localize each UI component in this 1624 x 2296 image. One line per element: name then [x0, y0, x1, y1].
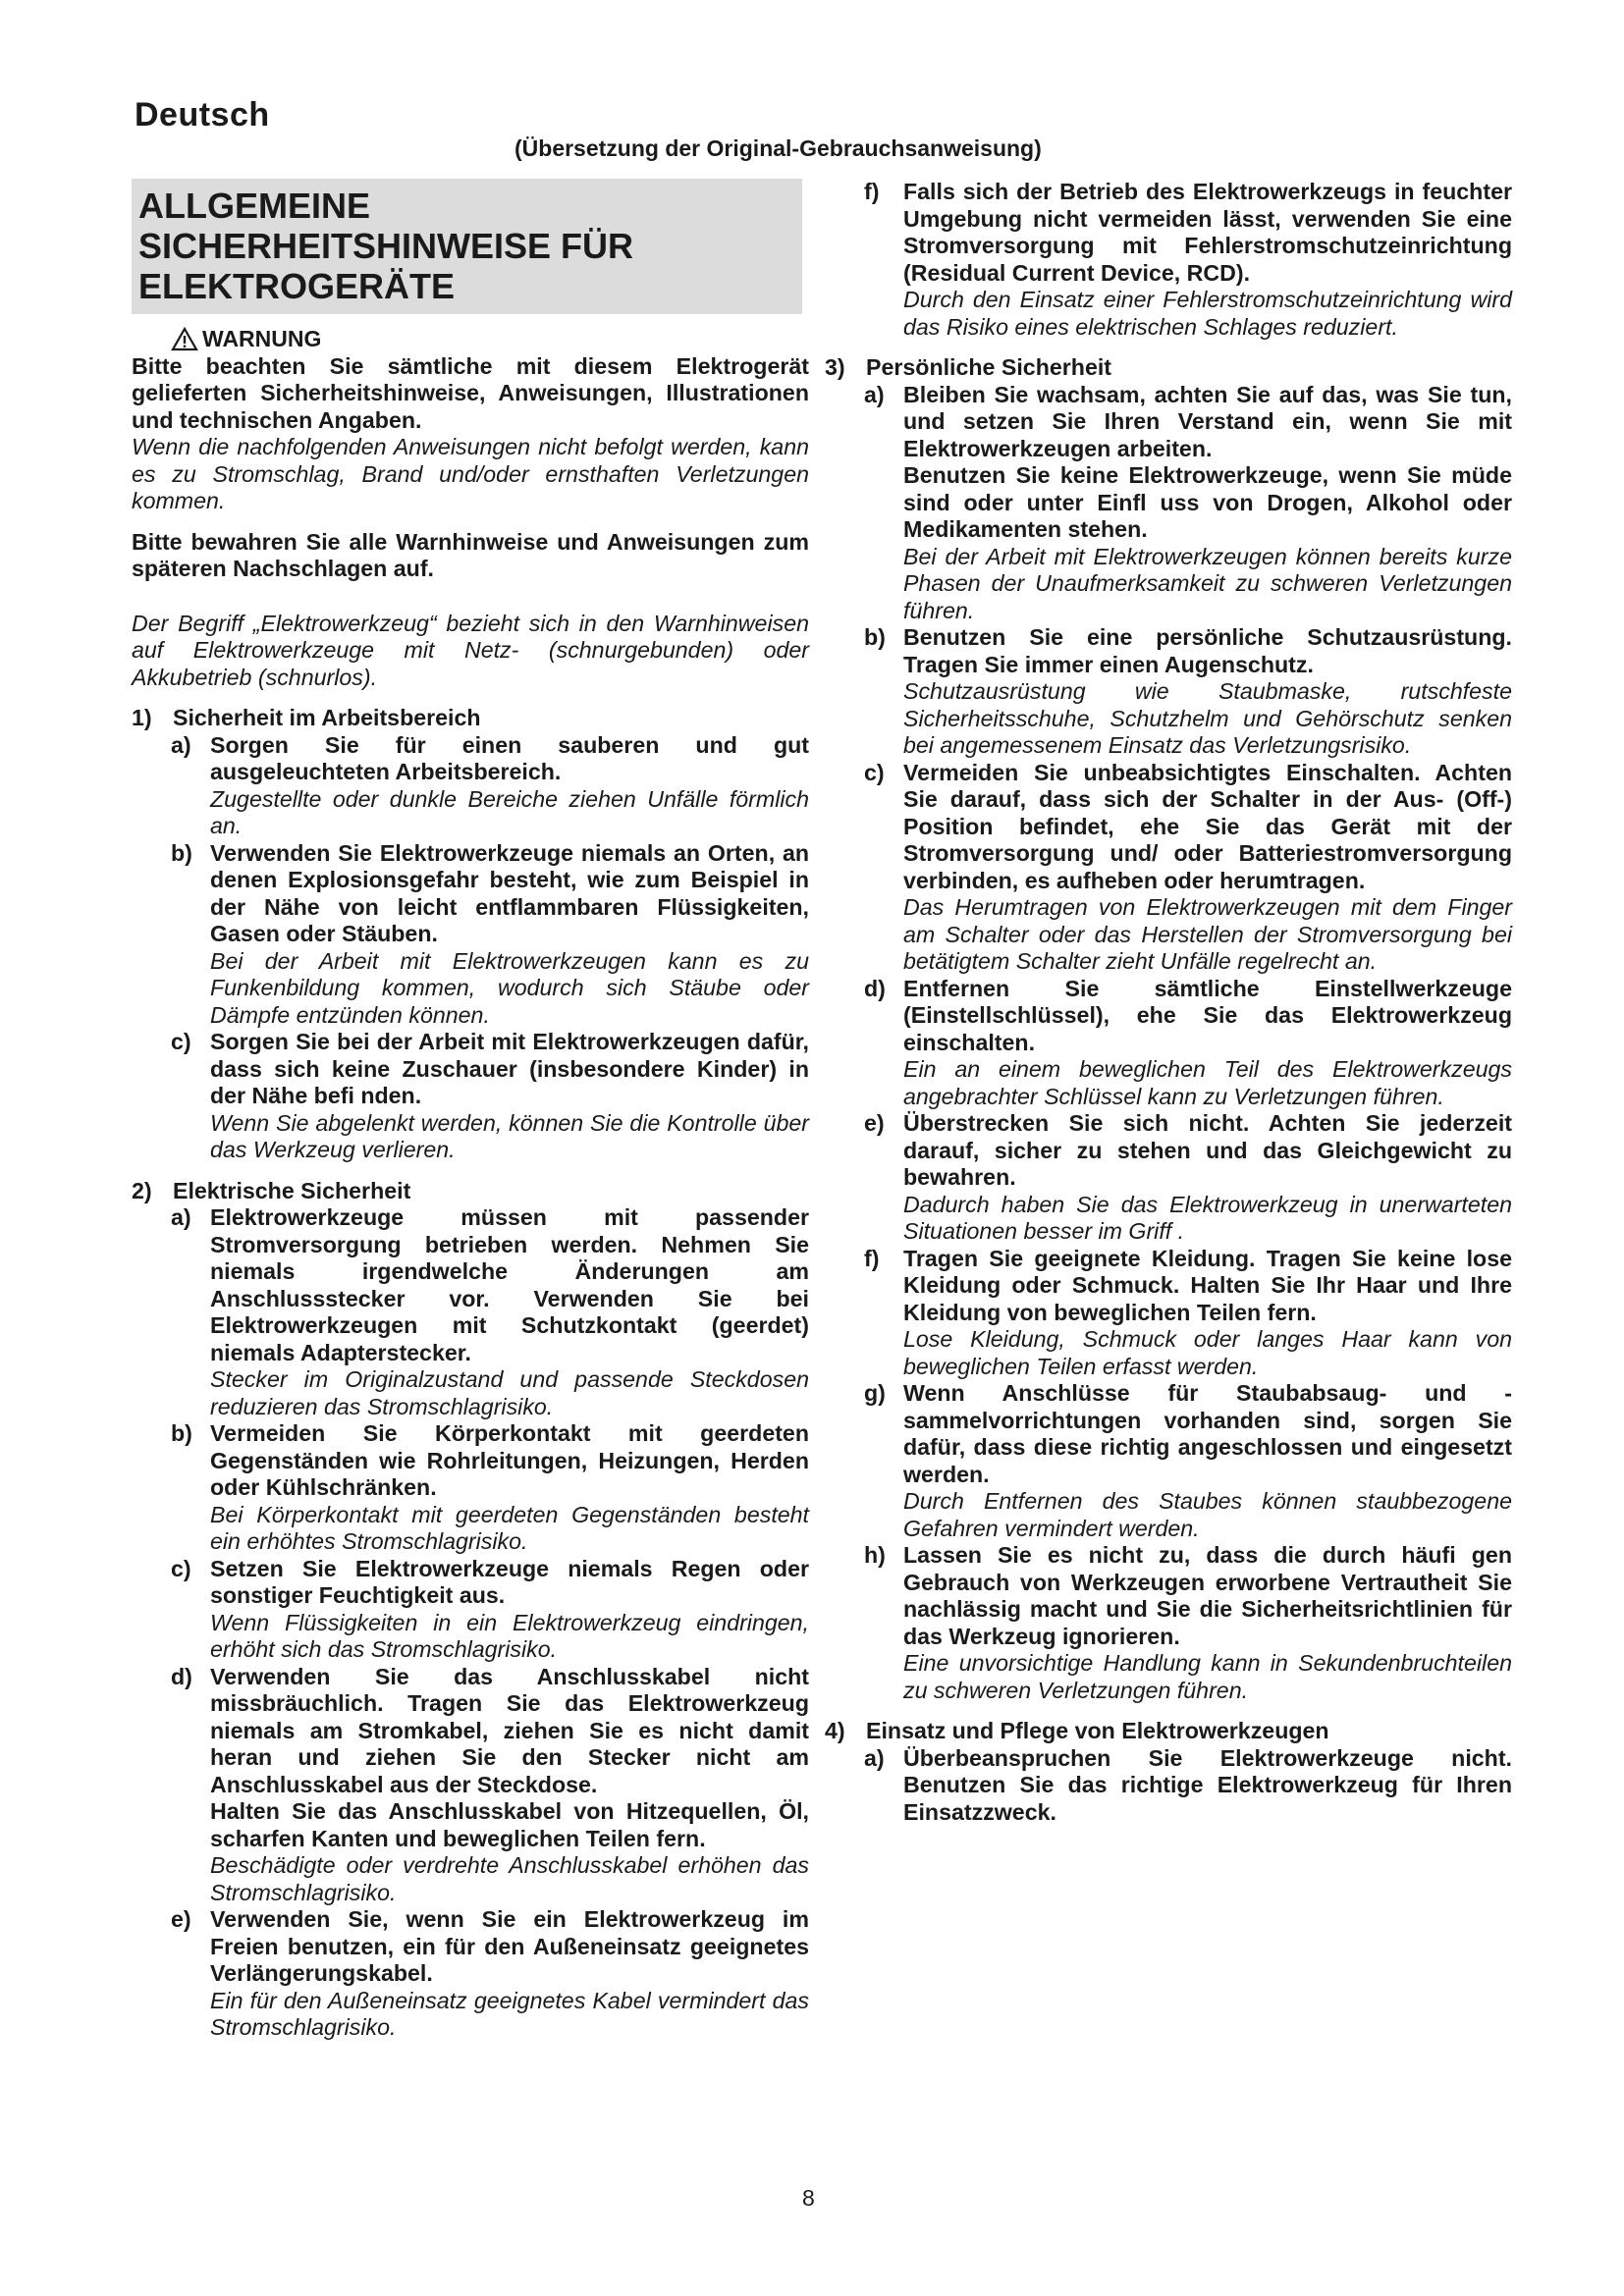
item-explanation: Stecker im Originalzustand und passende Steckdosen reduzieren das Stromschlagrisiko. — [210, 1366, 809, 1419]
item-instruction: Bleiben Sie wachsam, achten Sie auf das, was Sie tun, und setzen Sie Ihren Verstand ein, wenn Sie mit Elektrowerkzeugen arbeiten. — [903, 381, 1512, 461]
section-heading — [132, 1178, 809, 1205]
list-item — [171, 1204, 809, 1420]
item-explanation: Schutzausrüstung wie Staubmaske, rutschfeste Sicherheitsschuhe, Schutzhelm und Gehörschutz senken bei angemessenem Einsatz das Verletzungsrisiko. — [903, 678, 1512, 758]
item-label: b) — [171, 1420, 192, 1446]
page-number: 8 — [802, 2185, 815, 2211]
list-item — [864, 1380, 1512, 1542]
item-label: c) — [171, 1555, 191, 1581]
item-label: f) — [864, 179, 880, 204]
warning-note: Wenn die nachfolgenden Anweisungen nicht befolgt werden, kann es zu Stromschlag, Brand und/oder ernsthaften Verletzungen kommen. — [132, 434, 809, 513]
item-instruction: Tragen Sie geeignete Kleidung. Tragen Sie keine lose Kleidung oder Schmuck. Halten Sie Ihr Haar und Ihre Kleidung von beweglichen Teilen fern. — [903, 1245, 1512, 1325]
list-item — [864, 382, 1512, 625]
list-item — [171, 1556, 809, 1664]
item-instruction: Verwenden Sie das Anschlusskabel nicht missbräuchlich. Tragen Sie das Elektrowerkzeug niemals am Stromkabel, ziehen Sie es nicht damit heran und ziehen Sie den Stecker nicht am Anschlusskabel aus der Steckdose. — [210, 1663, 809, 1797]
item-instruction: Sorgen Sie für einen sauberen und gut ausgeleuchteten Arbeitsbereich. — [210, 731, 809, 784]
item-label: e) — [171, 1906, 191, 1932]
list-item — [864, 976, 1512, 1111]
item-label: a) — [864, 1744, 885, 1771]
item-explanation: Zugestellte oder dunkle Bereiche ziehen Unfälle förmlich an. — [210, 785, 809, 838]
item-label: g) — [864, 1380, 886, 1406]
list-item — [864, 1246, 1512, 1381]
item-instruction: Falls sich der Betrieb des Elektrowerkzeugs in feuchter Umgebung nicht vermeiden lässt, verwenden Sie eine Stromversorgung mit Fehlerstromschutzeinrichtung (Residual Current Device, RCD). — [903, 179, 1512, 286]
item-instruction: Lassen Sie es nicht zu, dass die durch häufi gen Gebrauch von Werkzeugen erworbene Vertrautheit Sie nachlässig macht und Sie die Sicherheitsrichtlinien für das Werkzeug ignorieren. — [903, 1542, 1512, 1649]
item-explanation: Lose Kleidung, Schmuck oder langes Haar kann von beweglichen Teilen erfasst werden. — [903, 1326, 1512, 1379]
section-title: Elektrische Sicherheit — [173, 1177, 411, 1203]
list-item — [171, 1664, 809, 1907]
item-label: c) — [864, 759, 885, 785]
section-title: Sicherheit im Arbeitsbereich — [173, 705, 481, 730]
item-label: b) — [864, 624, 886, 650]
list-item — [171, 732, 809, 840]
list-item — [864, 1542, 1512, 1704]
item-explanation: Das Herumtragen von Elektrowerkzeugen mit dem Finger am Schalter oder das Herstellen der Stromversorgung bei betätigtem Schalter zieht Unfälle regelrecht an. — [903, 894, 1512, 974]
section-number: 3) — [825, 354, 845, 380]
item-explanation: Ein für den Außeneinsatz geeignetes Kabel vermindert das Stromschlagrisiko. — [210, 1987, 809, 2040]
section-heading — [825, 1718, 1512, 1745]
keep-instructions-text: Bitte bewahren Sie alle Warnhinweise und Anweisungen zum späteren Nachschlagen auf. — [132, 528, 809, 581]
item-instruction: Benutzen Sie keine Elektrowerkzeuge, wenn Sie müde sind oder unter Einfl uss von Drogen, Alkohol oder Medikamenten stehen. — [903, 462, 1512, 542]
item-explanation: Ein an einem beweglichen Teil des Elektrowerkzeugs angebrachter Schlüssel kann zu Verletzungen führen. — [903, 1056, 1512, 1109]
section-heading — [825, 354, 1512, 382]
item-instruction: Vermeiden Sie unbeabsichtigtes Einschalten. Achten Sie darauf, dass sich der Schalter in der Aus- (Off-) Position befindet, ehe Sie das Gerät mit der Stromversorgung und/ oder Batteriestromversorgung verbinden, es aufheben oder herumtragen. — [903, 759, 1512, 893]
item-instruction: Setzen Sie Elektrowerkzeuge niemals Regen oder sonstiger Feuchtigkeit aus. — [210, 1555, 809, 1608]
section-number: 1) — [132, 705, 152, 730]
item-instruction: Überbeanspruchen Sie Elektrowerkzeuge nicht. Benutzen Sie das richtige Elektrowerkzeug für Ihren Einsatzzweck. — [903, 1744, 1512, 1825]
item-label: a) — [171, 731, 191, 758]
document-subtitle: (Übersetzung der Original-Gebrauchsanweisung) — [514, 135, 1042, 161]
left-column — [132, 179, 809, 2042]
item-label: a) — [864, 381, 885, 407]
item-instruction: Wenn Anschlüsse für Staubabsaug- und -sammelvorrichtungen vorhanden sind, sorgen Sie dafür, dass diese richtig angeschlossen und eingesetzt werden. — [903, 1380, 1512, 1487]
right-column — [825, 179, 1512, 1826]
item-instruction: Überstrecken Sie sich nicht. Achten Sie jederzeit darauf, sicher zu stehen und das Gleichgewicht zu bewahren. — [903, 1110, 1512, 1190]
item-explanation: Durch den Einsatz einer Fehlerstromschutzeinrichtung wird das Risiko eines elektrischen Schlages reduziert. — [903, 287, 1512, 340]
item-instruction: Entfernen Sie sämtliche Einstellwerkzeuge (Einstellschlüssel), ehe Sie das Elektrowerkzeug einschalten. — [903, 975, 1512, 1055]
item-label: c) — [171, 1029, 191, 1054]
section-title: Einsatz und Pflege von Elektrowerkzeugen — [866, 1718, 1329, 1743]
list-item — [171, 1906, 809, 2042]
item-instruction: Sorgen Sie bei der Arbeit mit Elektrowerkzeugen dafür, dass sich keine Zuschauer (insbesondere Kinder) in der Nähe befi nden. — [210, 1029, 809, 1108]
item-explanation: Wenn Flüssigkeiten in ein Elektrowerkzeug eindringen, erhöht sich das Stromschlagrisiko. — [210, 1609, 809, 1662]
item-explanation: Bei Körperkontakt mit geerdeten Gegenständen besteht ein erhöhtes Stromschlagrisiko. — [210, 1501, 809, 1554]
item-label: f) — [864, 1245, 880, 1271]
section-number: 4) — [825, 1718, 845, 1743]
warning-triangle-icon — [171, 327, 198, 351]
warning-heading — [171, 326, 809, 353]
item-explanation: Durch Entfernen des Staubes können staubbezogene Gefahren vermindert werden. — [903, 1488, 1512, 1541]
banner-line: ALLGEMEINE — [138, 186, 371, 226]
item-explanation: Dadurch haben Sie das Elektrowerkzeug in unerwarteten Situationen besser im Griff . — [903, 1191, 1512, 1244]
list-item — [864, 760, 1512, 976]
list-item — [171, 840, 809, 1030]
section-number: 2) — [132, 1177, 152, 1203]
item-explanation: Bei der Arbeit mit Elektrowerkzeugen kann es zu Funkenbildung kommen, wodurch sich Stäube oder Dämpfe entzünden können. — [210, 947, 809, 1028]
list-item — [864, 179, 1512, 341]
list-item — [864, 1745, 1512, 1827]
item-label: a) — [171, 1204, 191, 1230]
item-explanation: Wenn Sie abgelenkt werden, können Sie die Kontrolle über das Werkzeug verlieren. — [210, 1109, 809, 1162]
item-explanation: Bei der Arbeit mit Elektrowerkzeugen können bereits kurze Phasen der Unaufmerksamkeit zu schweren Verletzungen führen. — [903, 543, 1512, 623]
warning-text: Bitte beachten Sie sämtliche mit diesem Elektrogerät gelieferten Sicherheitshinweise, Anweisungen, Illustrationen und technischen Angaben. — [132, 352, 809, 433]
term-definition: Der Begriff „Elektrowerkzeug“ bezieht sich in den Warnhinweisen auf Elektrowerkzeuge mit Netz- (schnurgebunden) oder Akkubetrieb (schnurlos). — [132, 610, 809, 690]
warning-label: WARNUNG — [202, 326, 322, 351]
item-instruction: Elektrowerkzeuge müssen mit passender Stromversorgung betrieben werden. Nehmen Sie niemals irgendwelche Änderungen am Anschlussstecker vor. Verwenden Sie bei Elektrowerkzeugen mit Schutzkontakt (geerdet) niemals Adapterstecker. — [210, 1204, 809, 1365]
item-instruction: Verwenden Sie, wenn Sie ein Elektrowerkzeug im Freien benutzen, ein für den Außeneinsatz geeignetes Verlängerungskabel. — [210, 1906, 809, 1986]
item-instruction: Verwenden Sie Elektrowerkzeuge niemals an Orten, an denen Explosionsgefahr besteht, wie zum Beispiel in der Nähe von leicht entflammbaren Flüssigkeiten, Gasen oder Stäuben. — [210, 839, 809, 946]
item-label: e) — [864, 1110, 885, 1136]
banner-line: ELEKTROGERÄTE — [138, 266, 456, 306]
banner-line: SICHERHEITSHINWEISE FÜR — [138, 226, 634, 266]
section-title: Persönliche Sicherheit — [866, 354, 1112, 380]
list-item — [864, 1110, 1512, 1246]
item-label: h) — [864, 1542, 886, 1568]
item-instruction: Benutzen Sie eine persönliche Schutzausrüstung. Tragen Sie immer einen Augenschutz. — [903, 624, 1512, 677]
item-label: d) — [864, 975, 886, 1001]
item-instruction: Vermeiden Sie Körperkontakt mit geerdeten Gegenständen wie Rohrleitungen, Heizungen, Herden oder Kühlschränken. — [210, 1420, 809, 1500]
item-explanation: Beschädigte oder verdrehte Anschlusskabel erhöhen das Stromschlagrisiko. — [210, 1852, 809, 1905]
list-item — [864, 624, 1512, 760]
item-instruction: Halten Sie das Anschlusskabel von Hitzequellen, Öl, scharfen Kanten und beweglichen Teilen fern. — [210, 1798, 809, 1851]
language-heading: Deutsch — [135, 96, 270, 133]
list-item — [171, 1420, 809, 1556]
item-label: b) — [171, 839, 192, 866]
list-item — [171, 1029, 809, 1164]
item-label: d) — [171, 1663, 192, 1689]
section-heading — [132, 705, 809, 732]
section-banner — [132, 179, 802, 314]
item-explanation: Eine unvorsichtige Handlung kann in Sekundenbruchteilen zu schweren Verletzungen führen. — [903, 1650, 1512, 1703]
